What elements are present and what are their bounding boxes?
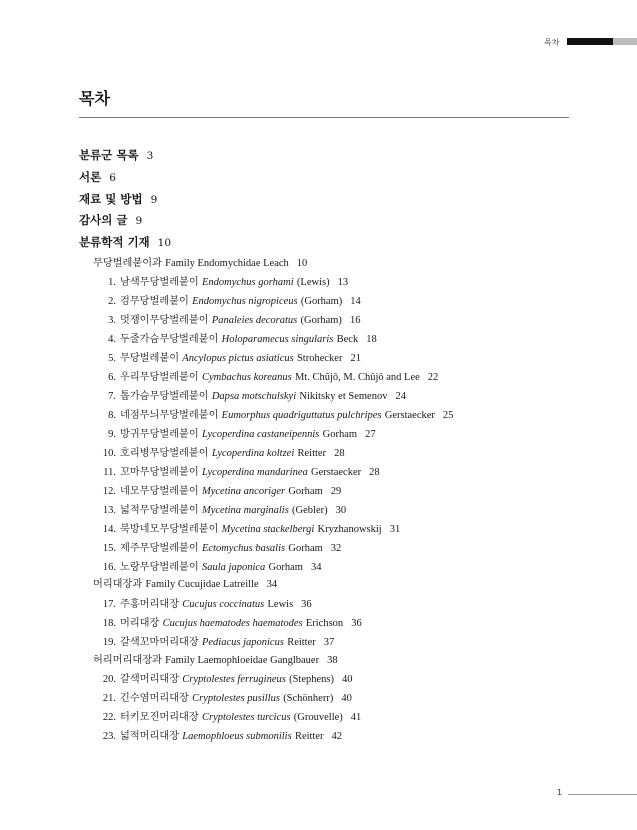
running-head-bar-grey [613, 38, 637, 45]
species-korean-name: 무당벌레붙이 [120, 353, 180, 364]
species-author: Lewis [267, 599, 294, 610]
toc-entry-page: 37 [323, 637, 335, 648]
species-korean-name: 갈색꼬마머리대장 [120, 637, 199, 648]
toc-entry-materials-methods[interactable] [79, 192, 157, 207]
species-author: (Lewis) [296, 277, 330, 288]
species-number: 4. [108, 334, 116, 345]
species-scientific-name: Eumorphus quadriguttatus pulchripes [221, 410, 382, 421]
species-scientific-name: Cymbachus koreanus [201, 372, 292, 383]
species-number: 13. [102, 505, 116, 516]
toc-entry-page: 40 [341, 693, 352, 704]
species-author: Gerstaecker [384, 410, 435, 421]
toc-entry-taxa-list[interactable] [79, 148, 153, 163]
toc-species-entry[interactable] [94, 352, 361, 366]
species-scientific-name: Lycoperdina castaneipennis [201, 429, 320, 440]
species-scientific-name: Pediacus japonicus [201, 637, 284, 648]
species-author: Gorham [288, 486, 323, 497]
toc-entry-page: 22 [427, 372, 439, 383]
toc-species-entry[interactable] [94, 466, 380, 480]
toc-species-entry[interactable] [94, 636, 334, 650]
species-scientific-name: Panaleies decoratus [211, 315, 298, 326]
species-number: 16. [102, 562, 116, 573]
species-scientific-name: Lycoperdina mandarinea [201, 467, 308, 478]
species-number: 2. [108, 296, 116, 307]
species-number: 21. [102, 693, 116, 704]
toc-entry-page: 3 [146, 150, 154, 162]
species-number: 5. [108, 353, 116, 364]
species-author: Beck [336, 334, 359, 345]
toc-species-entry[interactable] [94, 504, 346, 518]
toc-entry-acknowledgements[interactable] [79, 213, 142, 228]
species-scientific-name: Cucujus haematodes haematodes [162, 618, 303, 629]
family-korean-name: 무당벌레붙이과 [93, 258, 162, 269]
toc-family-cucujidae[interactable] [93, 578, 277, 592]
species-korean-name: 검무당벌레붙이 [120, 296, 189, 307]
toc-species-entry[interactable] [94, 598, 312, 612]
species-number: 12. [102, 486, 116, 497]
toc-entry-page: 9 [150, 194, 158, 206]
toc-entry-label: 분류학적 기재 [79, 235, 150, 249]
species-korean-name: 제주무당벌레붙이 [120, 543, 199, 554]
species-korean-name: 우리무당벌레붙이 [120, 372, 199, 383]
species-scientific-name: Cryptolestes pusillus [192, 693, 280, 704]
species-author: Reitter [287, 637, 316, 648]
toc-entry-page: 36 [301, 599, 312, 610]
toc-entry-page: 34 [310, 562, 322, 573]
species-author: Strohecker [296, 353, 343, 364]
species-korean-name: 주홍머리대장 [120, 599, 180, 610]
species-korean-name: 네점무늬무당벌레붙이 [120, 410, 219, 421]
species-scientific-name: Mycetina marginalis [201, 505, 289, 516]
species-number: 17. [102, 599, 116, 610]
running-head: 목차 [544, 38, 560, 47]
toc-entry-page: 29 [330, 486, 342, 497]
species-author: Reitter [297, 448, 327, 459]
species-korean-name: 꼬마무당벌레붙이 [120, 467, 199, 478]
species-korean-name: 두줄가슴무당벌레붙이 [120, 334, 219, 345]
species-korean-name: 긴수염머리대장 [120, 693, 189, 704]
family-latin-name: Family Cucujidae Latreille [145, 579, 259, 590]
toc-entry-page: 9 [135, 215, 143, 227]
toc-species-entry[interactable] [94, 409, 453, 423]
species-author: Gorham [288, 543, 323, 554]
toc-family-laemophloeidae[interactable] [93, 654, 338, 668]
species-author: (Gorham) [300, 315, 342, 326]
species-author: (Grouvelle) [293, 712, 343, 723]
toc-entry-page: 16 [349, 315, 361, 326]
species-author: Reitter [294, 731, 324, 742]
toc-species-entry[interactable] [94, 295, 361, 309]
toc-entry-page: 36 [351, 618, 362, 629]
species-scientific-name: Saula japonica [201, 562, 266, 573]
species-author: (Schönherr) [283, 693, 334, 704]
toc-entry-page: 28 [334, 448, 345, 459]
toc-entry-page: 38 [327, 655, 338, 666]
toc-entry-page: 24 [395, 391, 406, 402]
toc-species-entry[interactable] [94, 428, 376, 442]
species-scientific-name: Endomychus gorhami [201, 277, 294, 288]
toc-entry-page: 10 [296, 258, 308, 269]
species-author: Nikitsky et Semenov [299, 391, 388, 402]
species-author: Erichson [305, 618, 344, 629]
toc-family-endomychidae[interactable] [93, 257, 307, 271]
toc-entry-label: 서론 [79, 170, 102, 184]
species-korean-name: 머리대장 [120, 618, 160, 629]
family-latin-name: Family Endomychidae Leach [165, 258, 289, 269]
toc-species-entry[interactable] [94, 542, 341, 556]
species-korean-name: 넓적머리대장 [120, 731, 180, 742]
species-number: 8. [108, 410, 116, 421]
toc-species-entry[interactable] [94, 523, 400, 537]
species-number: 1. [108, 277, 116, 288]
toc-entry-page: 14 [350, 296, 361, 307]
toc-entry-page: 27 [365, 429, 376, 440]
species-author: (Stephens) [289, 674, 335, 685]
species-number: 9. [108, 429, 116, 440]
species-number: 14. [102, 524, 116, 535]
running-head-bar [567, 38, 613, 45]
toc-species-entry[interactable] [94, 333, 377, 347]
species-scientific-name: Holoparamecus singularis [221, 334, 334, 345]
toc-species-entry[interactable] [94, 371, 438, 385]
toc-entry-page: 42 [331, 731, 343, 742]
species-scientific-name: Ectomychus basalis [201, 543, 286, 554]
species-number: 7. [108, 391, 116, 402]
toc-entry-page: 30 [335, 505, 347, 516]
family-korean-name: 허리머리대장과 [93, 655, 162, 666]
species-number: 19. [102, 637, 116, 648]
species-scientific-name: Endomychus nigropiceus [192, 296, 298, 307]
species-scientific-name: Dapsa motschulskyi [211, 391, 297, 402]
species-korean-name: 호리병무당벌레붙이 [120, 448, 209, 459]
species-scientific-name: Mycetina ancoriger [201, 486, 286, 497]
species-korean-name: 터키모진머리대장 [120, 712, 199, 723]
species-number: 10. [102, 448, 116, 459]
species-scientific-name: Cucujus coccinatus [182, 599, 265, 610]
toc-entry-page: 18 [366, 334, 377, 345]
species-number: 11. [103, 467, 116, 478]
species-scientific-name: Mycetina stackelbergi [221, 524, 315, 535]
toc-entry-label: 감사의 글 [79, 213, 128, 227]
toc-species-entry[interactable] [94, 673, 353, 687]
toc-species-entry[interactable] [94, 276, 348, 290]
species-author: Gorham [268, 562, 303, 573]
species-number: 20. [102, 674, 116, 685]
toc-entry-page: 13 [337, 277, 349, 288]
species-number: 15. [102, 543, 116, 554]
species-korean-name: 북방네모무당벌레붙이 [120, 524, 219, 535]
species-number: 18. [102, 618, 116, 629]
species-korean-name: 멋쟁이무당벌레붙이 [120, 315, 209, 326]
family-latin-name: Family Laemophloeidae Ganglbauer [165, 655, 320, 666]
toc-species-entry[interactable] [94, 561, 321, 575]
toc-species-entry[interactable] [94, 447, 345, 461]
toc-entry-page: 21 [350, 353, 361, 364]
toc-species-entry[interactable] [94, 485, 341, 499]
title-rule [79, 117, 569, 118]
toc-entry-page: 6 [109, 172, 116, 184]
species-korean-name: 톱가슴무당벌레붙이 [120, 391, 209, 402]
page-number: 1 [557, 788, 563, 797]
species-korean-name: 넓적무당벌레붙이 [120, 505, 199, 516]
species-scientific-name: Cryptolestes turcicus [201, 712, 291, 723]
toc-entry-page: 40 [342, 674, 353, 685]
species-korean-name: 갈색머리대장 [120, 674, 180, 685]
species-korean-name: 네모무당벌레붙이 [120, 486, 199, 497]
species-author: Mt. Chûjô, M. Chûjô and Lee [294, 372, 420, 383]
toc-entry-page: 10 [157, 237, 172, 249]
toc-species-entry[interactable] [94, 390, 406, 404]
species-korean-name: 방귀무당벌레붙이 [120, 429, 199, 440]
toc-entry-page: 31 [389, 524, 401, 535]
species-number: 22. [102, 712, 116, 723]
species-author: Gorham [322, 429, 358, 440]
toc-entry-page: 41 [350, 712, 362, 723]
species-scientific-name: Lycoperdina koltzei [211, 448, 295, 459]
species-korean-name: 노랑무당벌레붙이 [120, 562, 199, 573]
toc-entry-label: 재료 및 방법 [79, 192, 143, 206]
toc-entry-taxonomic-accounts[interactable] [79, 235, 171, 250]
toc-species-entry[interactable] [94, 314, 360, 328]
species-scientific-name: Laemophloeus submonilis [182, 731, 292, 742]
species-korean-name: 남색무당벌레붙이 [120, 277, 199, 288]
species-scientific-name: Ancylopus pictus asiaticus [182, 353, 294, 364]
toc-species-entry[interactable] [94, 711, 361, 725]
footer-rule [568, 794, 637, 795]
species-author: Kryzhanowskij [317, 524, 382, 535]
page-title: 목차 [79, 89, 110, 108]
species-author: (Gorham) [300, 296, 343, 307]
toc-entry-page: 32 [330, 543, 342, 554]
toc-entry-page: 34 [266, 579, 278, 590]
toc-entry-page: 28 [369, 467, 380, 478]
species-number: 23. [102, 731, 116, 742]
toc-entry-page: 25 [442, 410, 454, 421]
species-number: 6. [108, 372, 116, 383]
family-korean-name: 머리대장과 [93, 579, 143, 590]
species-number: 3. [108, 315, 116, 326]
toc-species-entry[interactable] [94, 692, 352, 706]
species-author: Gerstaecker [310, 467, 362, 478]
species-author: (Gebler) [292, 505, 328, 516]
species-scientific-name: Cryptolestes ferrugineus [182, 674, 286, 685]
toc-species-entry[interactable] [94, 730, 342, 744]
toc-species-entry[interactable] [94, 617, 362, 631]
toc-entry-introduction[interactable] [79, 170, 116, 185]
toc-entry-label: 분류군 목록 [79, 148, 139, 162]
